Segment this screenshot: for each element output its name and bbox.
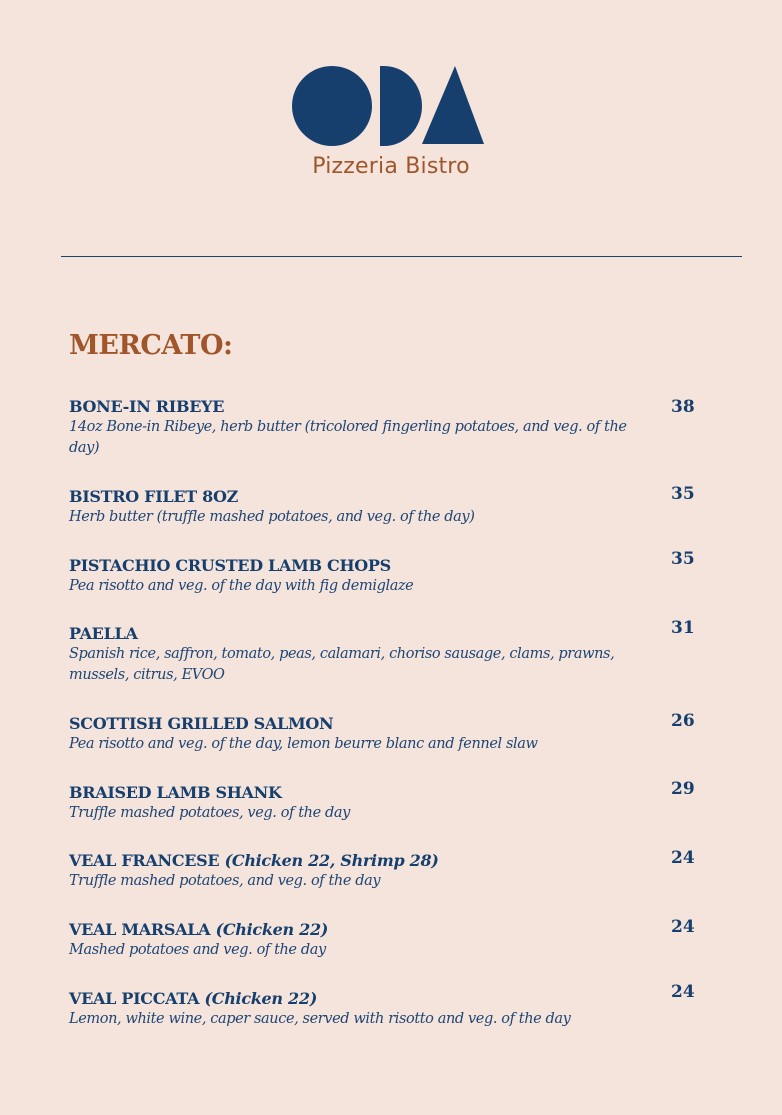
item-price: 35 [671,484,695,504]
item-price: 31 [671,618,695,638]
menu-item [69,623,709,686]
item-description: Lemon, white wine, caper sauce, served with risotto and veg. of the day [69,1011,571,1027]
item-description: 14oz Bone-in Ribeye, herb butter (tricolored fingerling potatoes, and veg. of the day) [69,419,627,456]
menu-item [69,713,709,755]
item-description: Truffle mashed potatoes, veg. of the day [69,805,350,821]
logo-circle-shape [292,66,372,146]
item-price: 35 [671,549,695,569]
menu-item [69,988,709,1030]
item-name: VEAL MARSALA (Chicken 22) [69,920,329,939]
menu-item [69,782,709,824]
item-option-prices: (Chicken 22) [204,989,317,1008]
menu-item [69,555,709,597]
item-price: 29 [671,779,695,799]
item-option-prices: (Chicken 22) [215,920,329,939]
menu-item [69,850,709,892]
menu-item [69,486,709,528]
section-title: MERCATO: [69,330,233,361]
logo-half-circle-shape [380,66,422,146]
logo-triangle-shape [422,66,484,144]
item-price: 38 [671,397,695,417]
item-price: 26 [671,711,695,731]
item-name: BISTRO FILET 8OZ [69,487,238,506]
item-name: VEAL FRANCESE (Chicken 22, Shrimp 28) [69,851,439,870]
item-description: Truffle mashed potatoes, and veg. of the day [69,873,381,889]
header-divider [61,256,742,257]
brand-subtitle: Pizzeria Bistro [312,154,470,179]
menu-item [69,396,709,459]
item-description: Herb butter (truffle mashed potatoes, and veg. of the day) [69,509,475,525]
item-name: VEAL PICCATA (Chicken 22) [69,989,317,1008]
oda-logo-mark [292,66,486,146]
item-price: 24 [671,848,695,868]
item-price: 24 [671,982,695,1002]
item-name: BRAISED LAMB SHANK [69,783,282,802]
item-name: BONE-IN RIBEYE [69,397,225,416]
item-name: PISTACHIO CRUSTED LAMB CHOPS [69,556,391,575]
item-description: Pea risotto and veg. of the day with fig demiglaze [69,578,414,594]
item-option-prices: (Chicken 22, Shrimp 28) [224,851,439,870]
item-description: Pea risotto and veg. of the day, lemon beurre blanc and fennel slaw [69,736,538,752]
item-name: SCOTTISH GRILLED SALMON [69,714,334,733]
item-description: Mashed potatoes and veg. of the day [69,942,326,958]
item-name: PAELLA [69,624,138,643]
item-description: Spanish rice, saffron, tomato, peas, calamari, choriso sausage, clams, prawns, mussels, citrus, EVOO [69,646,615,683]
item-price: 24 [671,917,695,937]
menu-item [69,919,709,961]
